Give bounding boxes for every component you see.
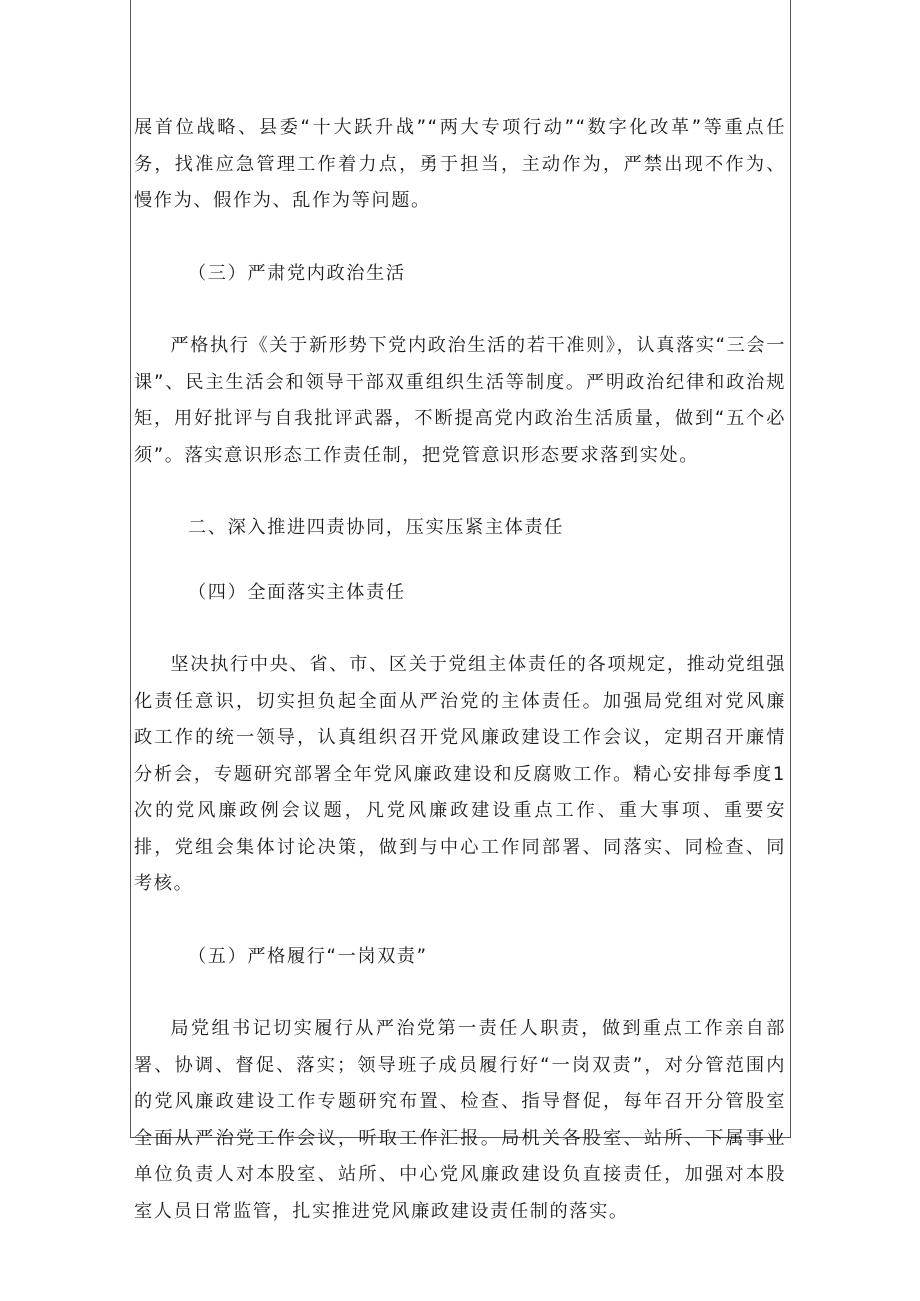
part-2-heading: 二、深入推进四责协同，压实压紧主体责任: [188, 517, 564, 538]
continuation-paragraph: 展首位战略、县委“十大跃升战”“两大专项行动”“数字化改革”等重点任务，找准应急管理工作着力点，勇于担当，主动作为，严禁出现不作为、慢作为、假作为、乱作为等问题。: [134, 117, 786, 211]
section-5-heading: （五）严格履行“一岗双责”: [188, 945, 428, 967]
section-5-body: 局党组书记切实履行从严治党第一责任人职责，做到重点工作亲自部署、协调、督促、落实；领导班子成员履行好“一岗双责”，对分管范围内的党风廉政建设工作专题研究布置、检查、指导督促，每年召开分管股室全面从严治党工作会议，听取工作汇报。局机关各股室、站所、下属事业单位负责人对本股室、站所、中心党风廉政建设负直接责任，加强对本股室人员日常监管，扎实推进党风廉政建设责任制的落实。: [134, 1018, 786, 1222]
section-4-body: 坚决执行中央、省、市、区关于党组主体责任的各项规定，推动党组强化责任意识，切实担负起全面从严治党的主体责任。加强局党组对党风廉政工作的统一领导，认真组织召开党风廉政建设工作会议，定期召开廉情分析会，专题研究部署全年党风廉政建设和反腐败工作。精心安排每季度1次的党风廉政例会议题，凡党风廉政建设重点工作、重大事项、重要安排，党组会集体讨论决策，做到与中心工作同部署、同落实、同检查、同考核。: [134, 654, 786, 894]
section-3-heading: （三）严肃党内政治生活: [188, 262, 406, 284]
document-body: [134, 110, 786, 1230]
section-4-heading: （四）全面落实主体责任: [188, 581, 406, 603]
section-3-body: 严格执行《关于新形势下党内政治生活的若干准则》，认真落实“三会一课”、民主生活会和领导干部双重组织生活等制度。严明政治纪律和政治规矩，用好批评与自我批评武器，不断提高党内政治生活质量，做到“五个必须”。落实意识形态工作责任制，把党管意识形态要求落到实处。: [134, 335, 786, 466]
